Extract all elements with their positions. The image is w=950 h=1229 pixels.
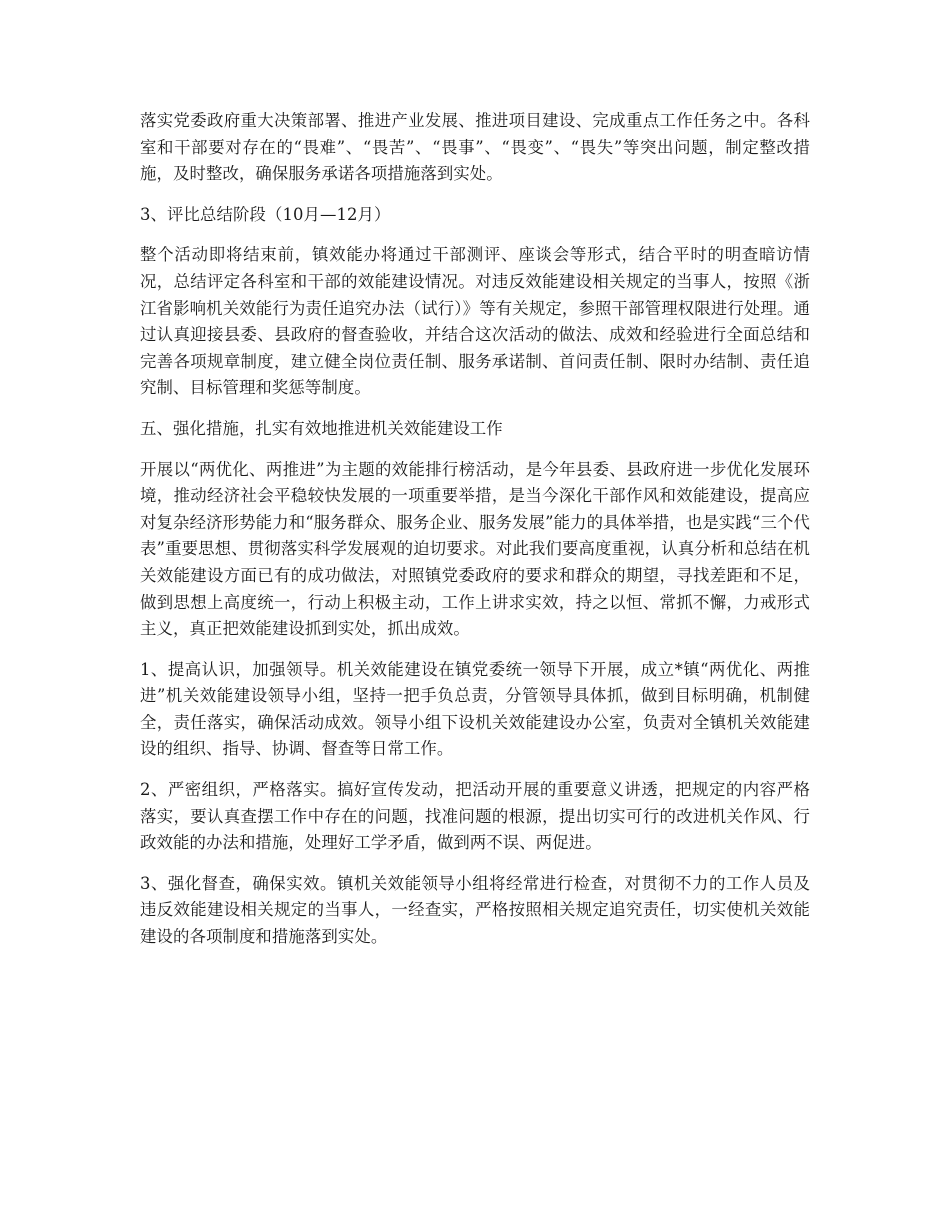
paragraph-measure-organization: 2、严密组织，严格落实。搞好宣传发动，把活动开展的重要意义讲透，把规定的内容严格落实，要认真查摆工作中存在的问题，找准问题的根源，提出切实可行的改进机关作风、行政效能的办法和措施，处理好工学矛盾，做到两不误、两促进。 — [140, 780, 810, 853]
paragraph-measure-leadership: 1、提高认识，加强领导。机关效能建设在镇党委统一领导下开展，成立*镇“两优化、两推进”机关效能建设领导小组，坚持一把手负总责，分管领导具体抓，做到目标明确，机制健全，责任落实，确保活动成效。领导小组下设机关效能建设办公室，负责对全镇机关效能建设的组织、指导、协调、督查等日常工作。 — [140, 659, 810, 759]
paragraph-section-five-intro: 开展以“两优化、两推进”为主题的效能排行榜活动，是今年县委、县政府进一步优化发展环境，推动经济社会平稳较快发展的一项重要举措，是当今深化干部作风和效能建设，提高应对复杂经济形势能力和“服务群众、服务企业、服务发展”能力的具体举措，也是实践“三个代表”重要思想、贯彻落实科学发展观的迫切要求。对此我们要高度重视，认真分析和总结在机关效能建设方面已有的成功做法，对照镇党委政府的要求和群众的期望，寻找差距和不足，做到思想上高度统一，行动上积极主动，工作上讲求实效，持之以恒、常抓不懈，力戒形式主义，真正把效能建设抓到实处，抓出成效。 — [140, 459, 810, 639]
paragraph-evaluation-summary: 整个活动即将结束前，镇效能办将通过干部测评、座谈会等形式，结合平时的明查暗访情况，总结评定各科室和干部的效能建设情况。对违反效能建设相关规定的当事人，按照《浙江省影响机关效能行为责任追究办法（试行）》等有关规定，参照干部管理权限进行处理。通过认真迎接县委、县政府的督查验收，并结合这次活动的做法、成效和经验进行全面总结和完善各项规章制度，建立健全岗位责任制、服务承诺制、首问责任制、限时办结制、责任追究制、目标管理和奖惩等制度。 — [140, 245, 810, 398]
paragraph-measure-supervision: 3、强化督查，确保实效。镇机关效能领导小组将经常进行检查，对贯彻不力的工作人员及违反效能建设相关规定的当事人，一经查实，严格按照相关规定追究责任，切实使机关效能建设的各项制度和措施落到实处。 — [140, 873, 810, 947]
heading-evaluation-stage: 3、评比总结阶段（10月—12月） — [140, 204, 391, 224]
paragraph-rectification: 落实党委政府重大决策部署、推进产业发展、推进项目建设、完成重点工作任务之中。各科室和干部要对存在的“畏难”、“畏苦”、“畏事”、“畏变”、“畏失”等突出问题，制定整改措施，及时整改，确保服务承诺各项措施落到实处。 — [140, 111, 810, 184]
heading-section-five: 五、强化措施，扎实有效地推进机关效能建设工作 — [140, 418, 503, 438]
